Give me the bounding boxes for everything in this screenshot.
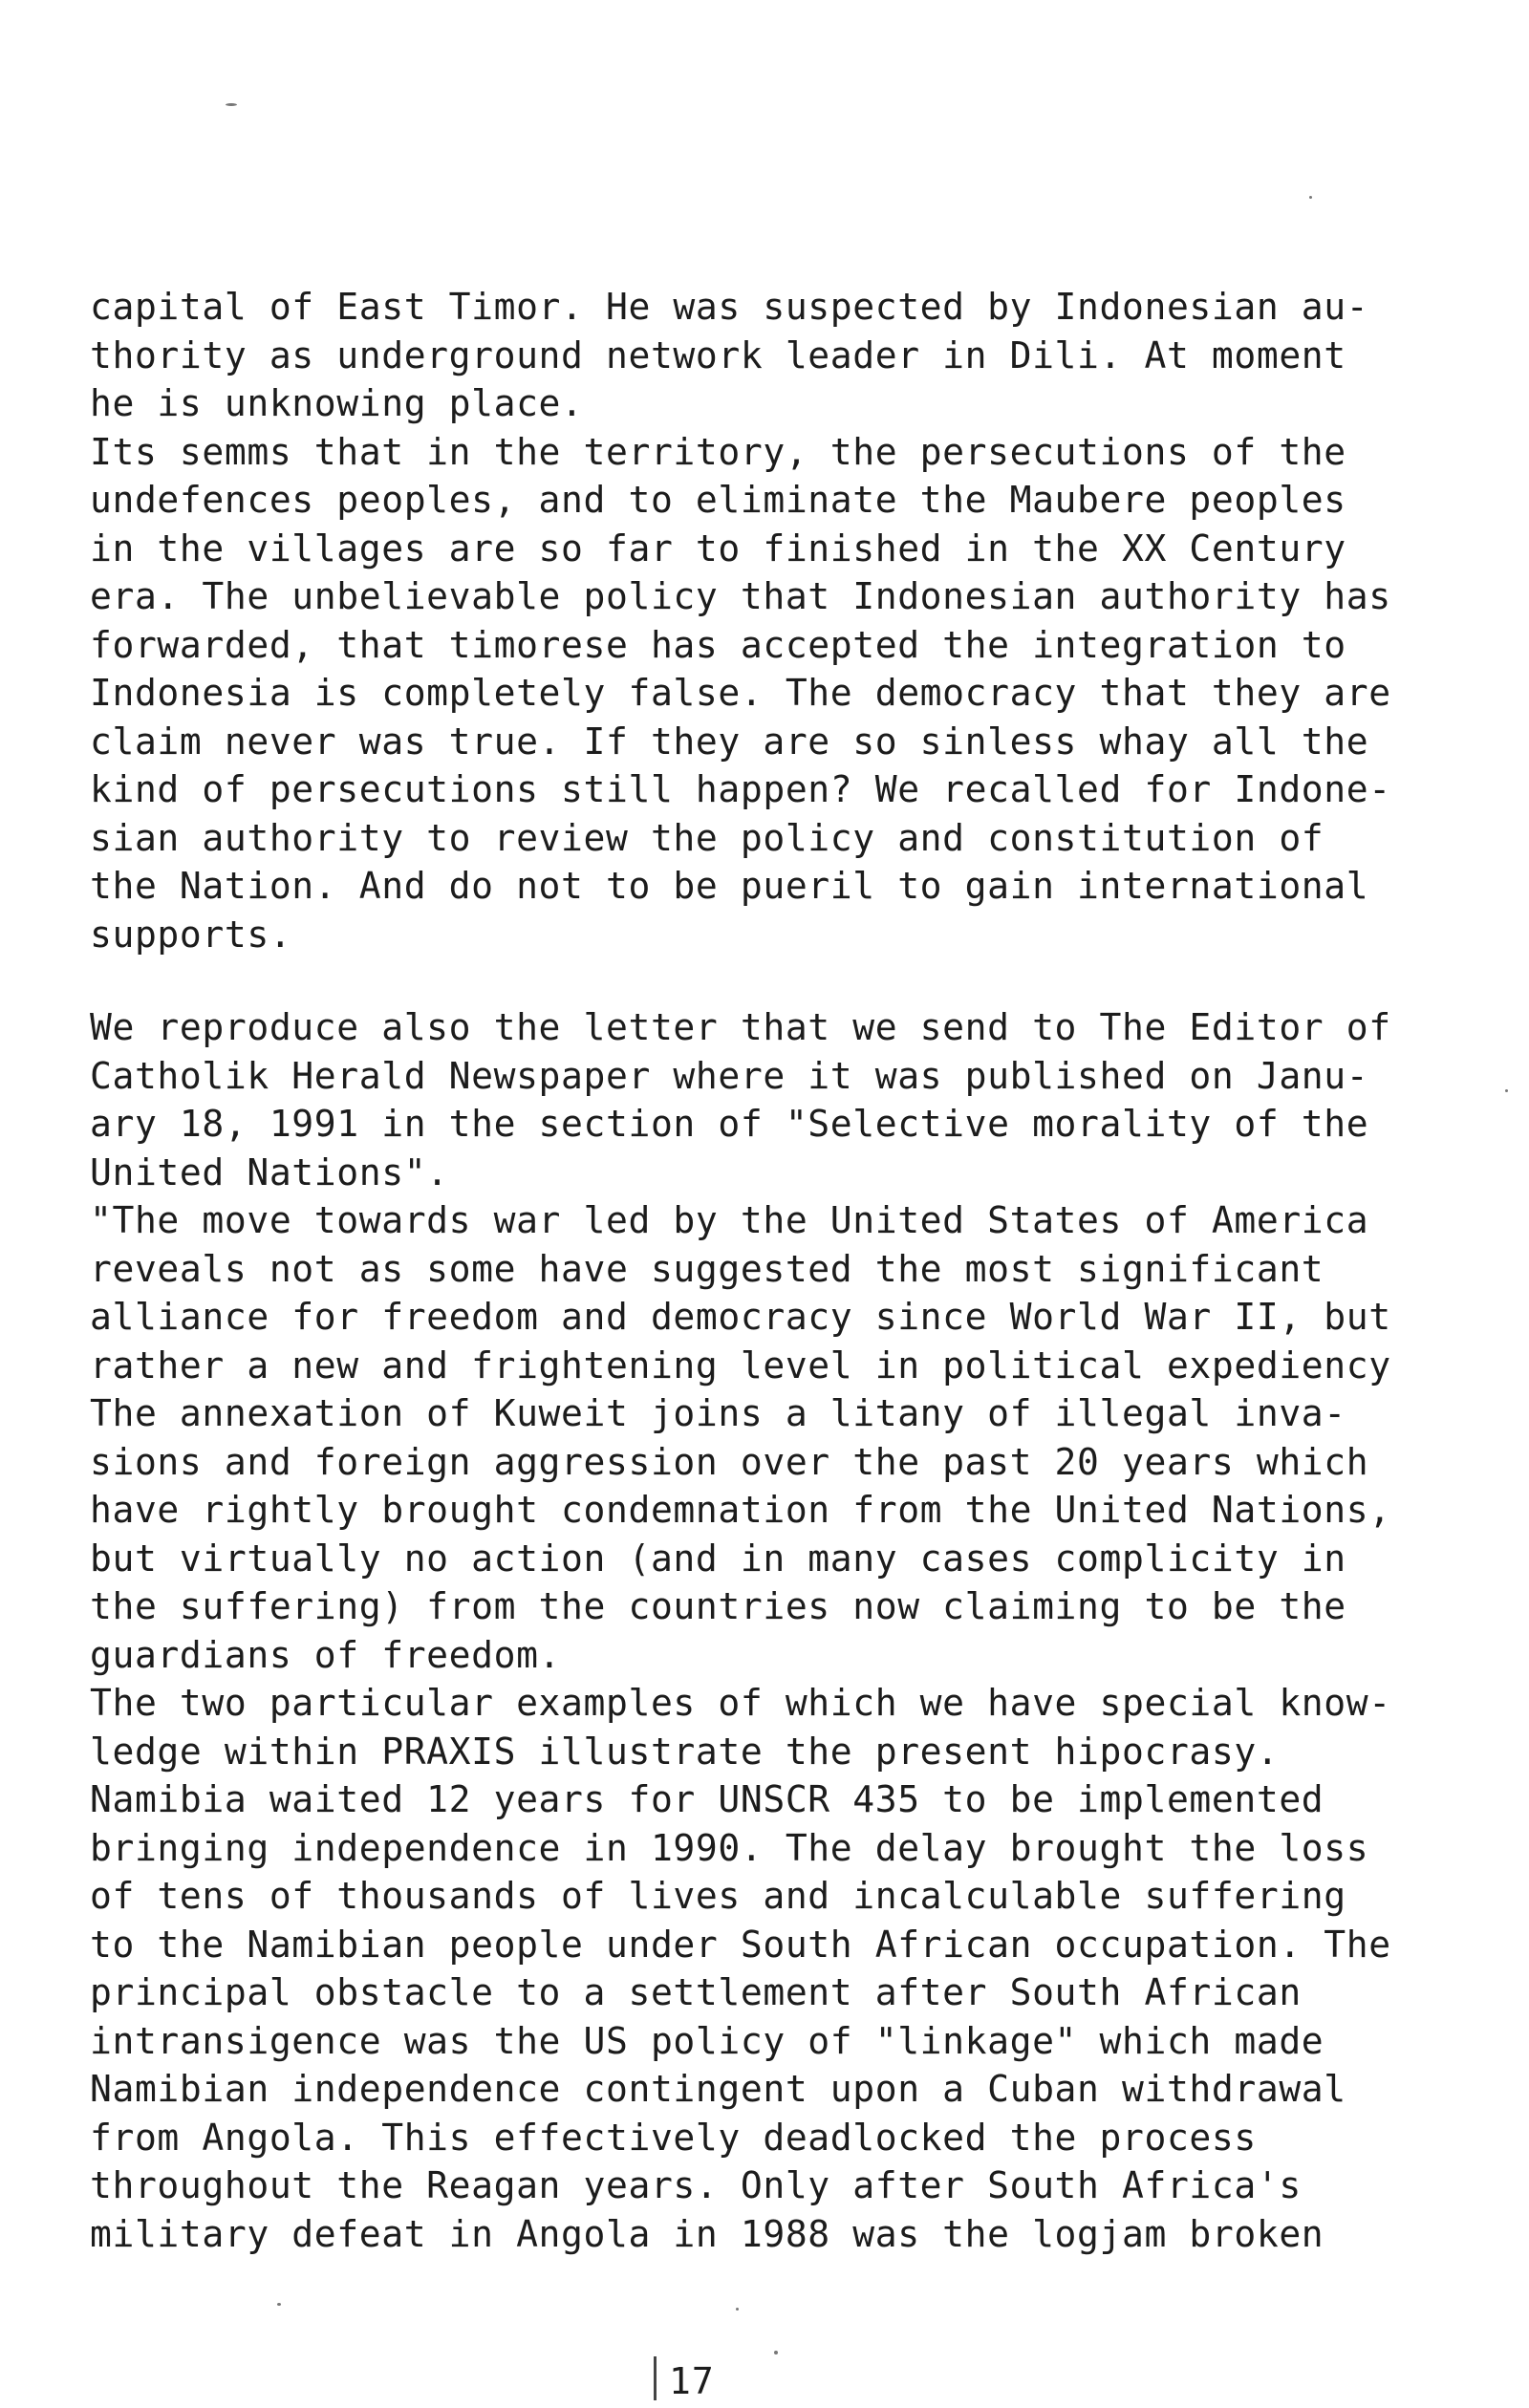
page-number-bar — [654, 2356, 657, 2400]
scan-speck — [774, 2351, 778, 2354]
text-line: capital of East Timor. He was suspected by Indonesian au- — [90, 286, 1369, 328]
text-line: sian authority to review the policy and constitution of — [90, 816, 1324, 859]
text-line: supports. — [90, 913, 292, 956]
text-line: forwarded, that timorese has accepted the integration to — [90, 623, 1346, 666]
text-line: thority as underground network leader in Dili. At moment — [90, 333, 1346, 376]
scan-speck — [736, 2308, 739, 2311]
text-line: ary 18, 1991 in the section of "Selective morality of the — [90, 1103, 1369, 1145]
text-line: United Nations". — [90, 1150, 449, 1193]
text-line: but virtually no action (and in many cases complicity in — [90, 1537, 1346, 1580]
text-line: military defeat in Angola in 1988 was the logjam broken — [90, 2212, 1324, 2255]
text-line: throughout the Reagan years. Only after South Africa's — [90, 2164, 1302, 2206]
text-line: claim never was true. If they are so sinless whay all the — [90, 720, 1369, 763]
text-line: intransigence was the US policy of "linkage" which made — [90, 2019, 1324, 2062]
scan-speck — [277, 2303, 281, 2306]
text-line: from Angola. This effectively deadlocked the process — [90, 2116, 1257, 2159]
text-line: have rightly brought condemnation from the United Nations, — [90, 1489, 1391, 1531]
text-line: kind of persecutions still happen? We recalled for Indone- — [90, 768, 1391, 810]
scan-speck — [1309, 196, 1312, 199]
page-number: 17 — [669, 2360, 715, 2402]
text-line: ledge within PRAXIS illustrate the present hipocrasy. — [90, 1730, 1280, 1773]
text-line: The annexation of Kuweit joins a litany of illegal inva- — [90, 1392, 1346, 1434]
text-line: in the villages are so far to finished in the XX Century — [90, 527, 1346, 570]
text-line: reveals not as some have suggested the most significant — [90, 1247, 1324, 1290]
text-line: principal obstacle to a settlement after South African — [90, 1971, 1302, 2013]
text-line: the Nation. And do not to be pueril to gain international — [90, 865, 1369, 907]
text-line: Indonesia is completely false. The democracy that they are — [90, 672, 1391, 714]
scan-speck — [226, 103, 237, 106]
scan-speck — [1505, 1089, 1508, 1092]
text-line: era. The unbelievable policy that Indonesian authority has — [90, 575, 1391, 617]
text-line: guardians of freedom. — [90, 1633, 562, 1676]
text-line: Namibian independence contingent upon a Cuban withdrawal — [90, 2068, 1346, 2110]
text-line: he is unknowing place. — [90, 382, 584, 424]
text-line: We reproduce also the letter that we send to The Editor of — [90, 1006, 1391, 1048]
paragraph-letter — [90, 1003, 1485, 2258]
text-line: "The move towards war led by the United States of America — [90, 1199, 1369, 1241]
paragraph-east-timor — [90, 283, 1485, 958]
text-line: alliance for freedom and democracy since World War II, but — [90, 1296, 1391, 1338]
text-line: The two particular examples of which we have special know- — [90, 1682, 1391, 1724]
text-line: the suffering) from the countries now claiming to be the — [90, 1585, 1346, 1627]
text-line: rather a new and frightening level in political expediency — [90, 1344, 1391, 1387]
text-line: to the Namibian people under South African occupation. The — [90, 1923, 1391, 1966]
text-line: of tens of thousands of lives and incalculable suffering — [90, 1875, 1346, 1917]
text-line: Namibia waited 12 years for UNSCR 435 to be implemented — [90, 1778, 1324, 1820]
text-line: sions and foreign aggression over the past 20 years which — [90, 1440, 1369, 1483]
text-line: undefences peoples, and to eliminate the Maubere peoples — [90, 479, 1346, 521]
text-line: Its semms that in the territory, the persecutions of the — [90, 430, 1346, 473]
text-line: bringing independence in 1990. The delay brought the loss — [90, 1826, 1369, 1869]
text-line: Catholik Herald Newspaper where it was published on Janu- — [90, 1054, 1369, 1097]
